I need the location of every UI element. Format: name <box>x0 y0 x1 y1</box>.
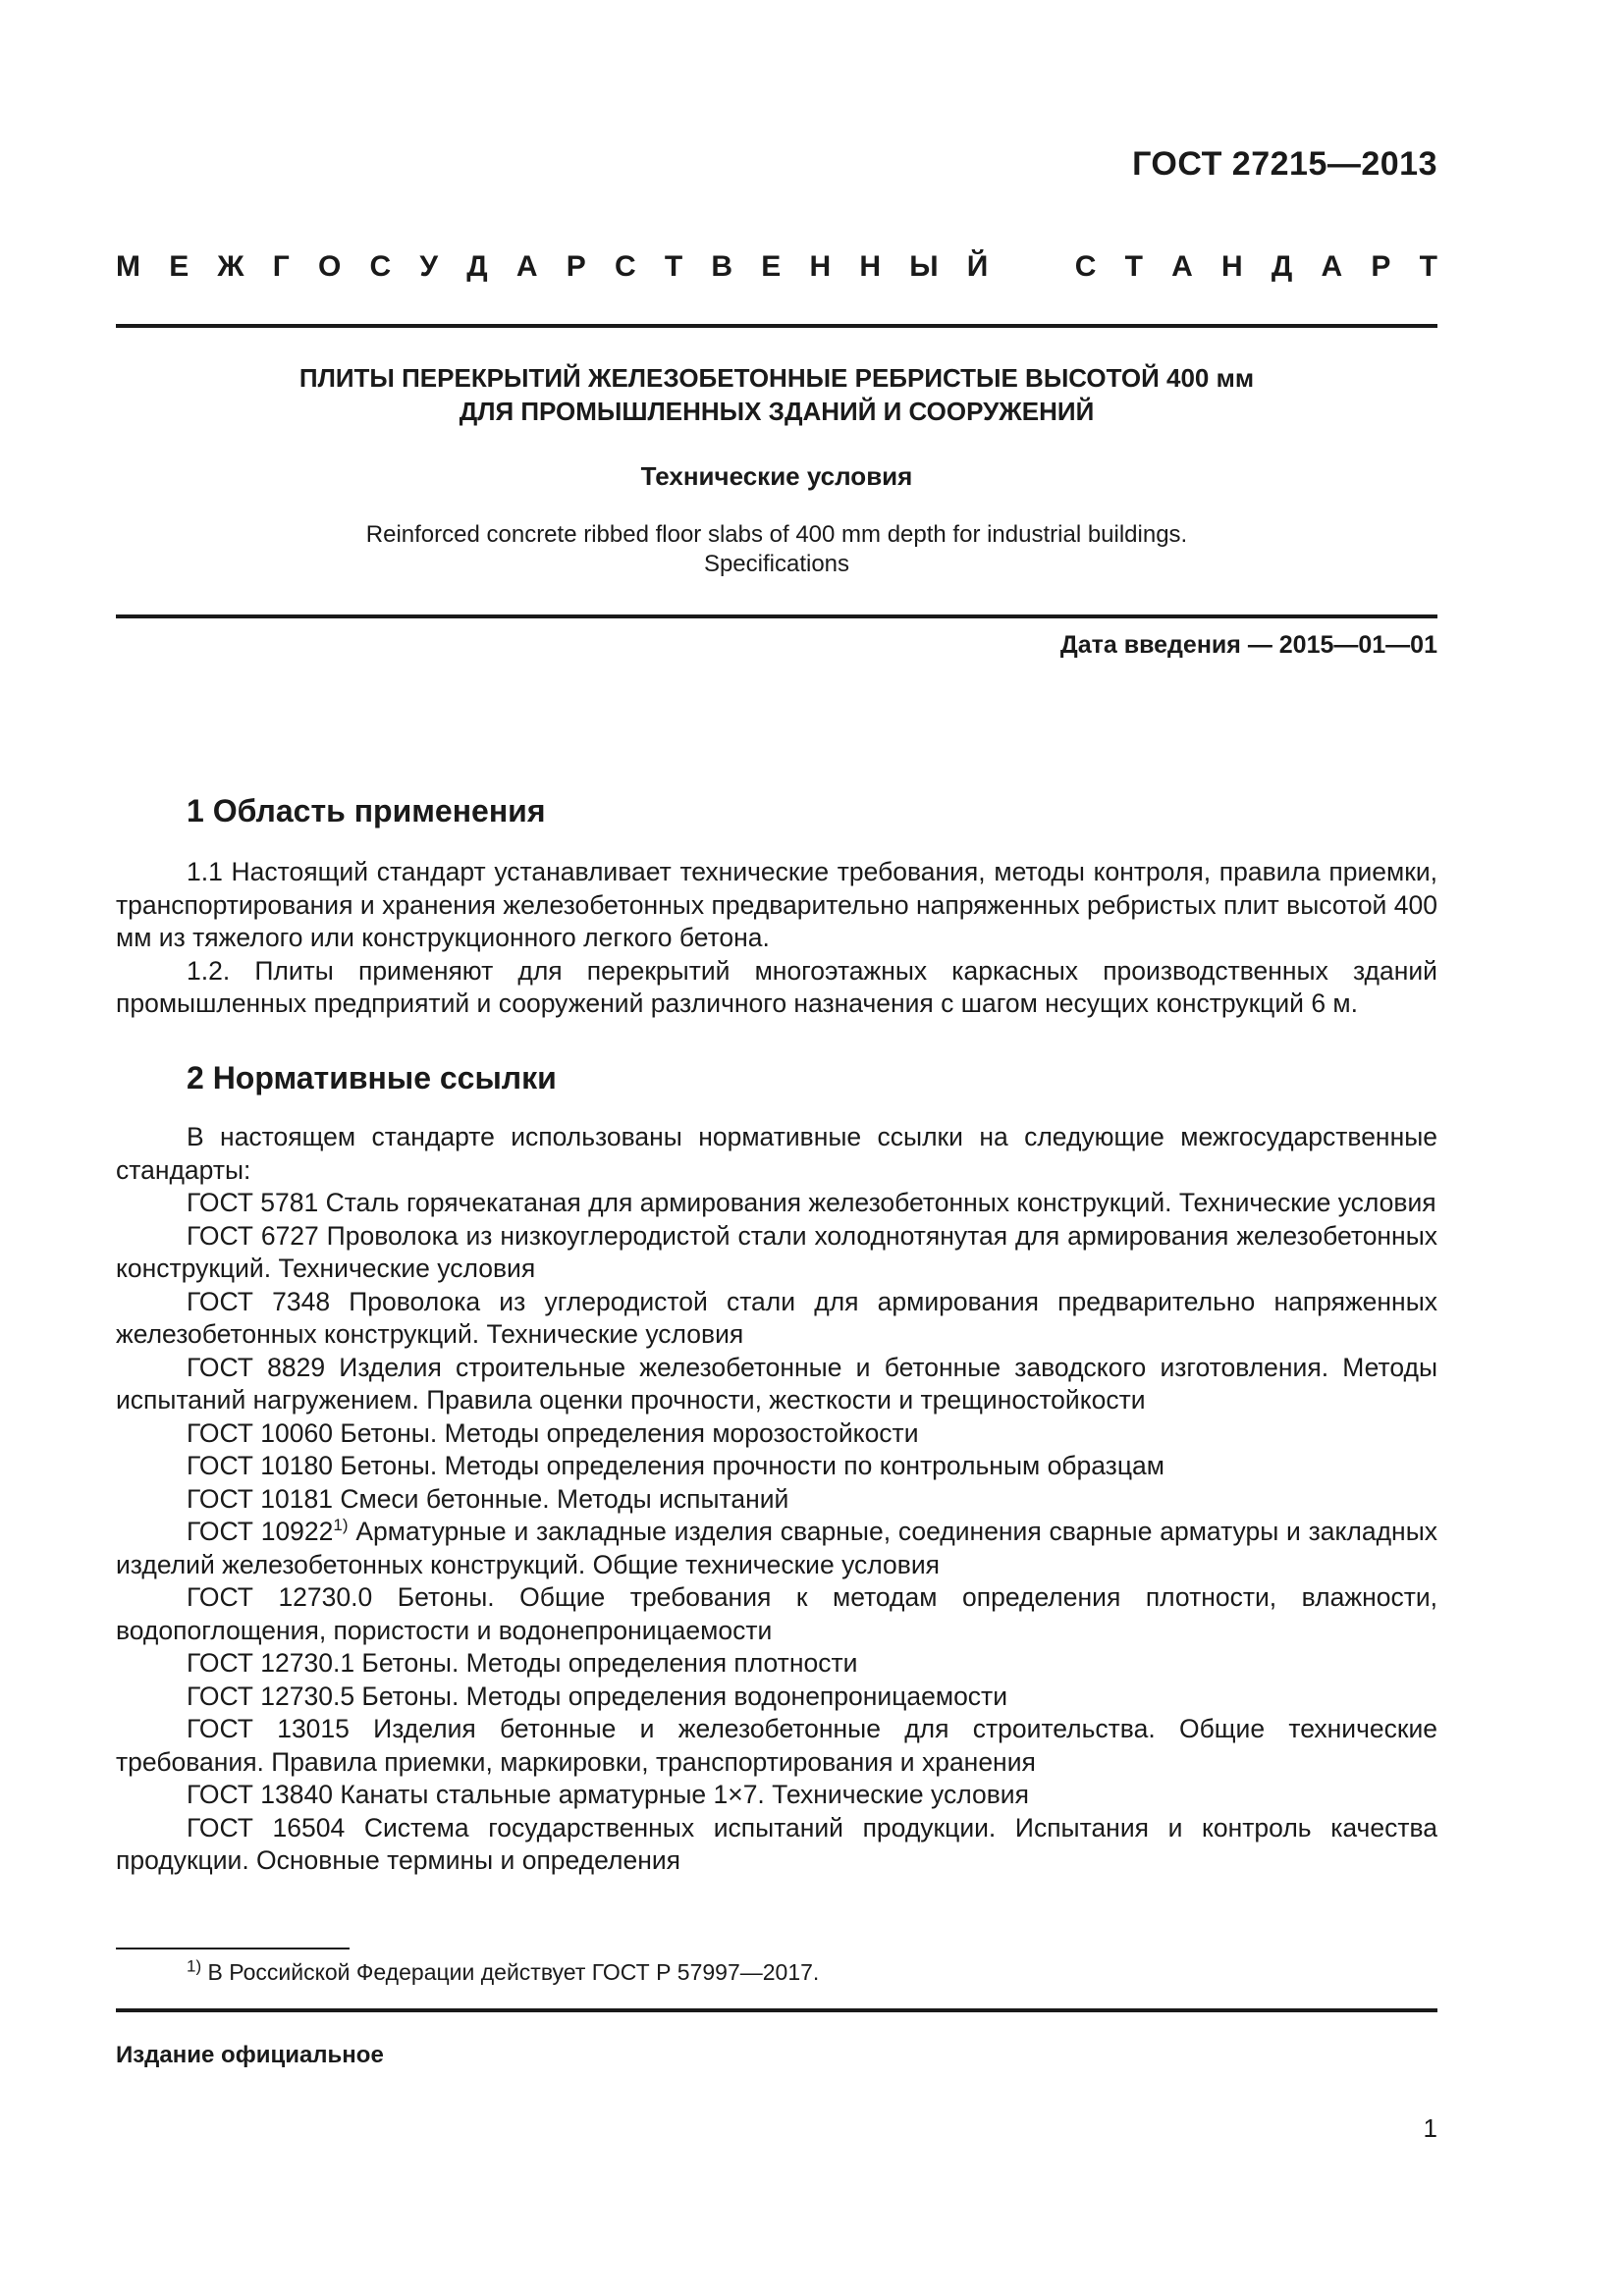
section-1-body <box>116 856 1437 1021</box>
english-title <box>116 520 1437 579</box>
section-1-heading: 1 Область применения <box>187 793 546 828</box>
title-rule <box>116 614 1437 618</box>
reference-item: ГОСТ 5781 Сталь горячекатаная для армирования железобетонных конструкций. Технические условия <box>187 1188 1436 1217</box>
reference-item: ГОСТ 6727 Проволока из низкоуглеродистой стали холоднотянутая для армирования железобетонных конструкций. Технические условия <box>116 1220 1437 1283</box>
reference-item: ГОСТ 12730.1 Бетоны. Методы определения плотности <box>187 1648 858 1678</box>
banner-letter: Т <box>664 250 683 283</box>
banner-letter: Г <box>272 250 290 283</box>
english-title-line-2: Specifications <box>703 551 850 577</box>
banner-letter: Т <box>1124 250 1143 283</box>
footnote-rule <box>116 1948 350 1949</box>
document-title <box>116 361 1437 428</box>
official-edition-label: Издание официальное <box>116 2042 384 2068</box>
introduction-date: Дата введения — 2015—01—01 <box>1059 631 1437 659</box>
banner-letter: М <box>116 250 140 283</box>
paragraph-1-2: 1.2. Плиты применяют для перекрытий многоэтажных каркасных производственных зданий промышленных предприятий и сооружений различного назначения с шагом несущих конструкций 6 м. <box>116 955 1437 1018</box>
banner-word-gap <box>1017 250 1047 284</box>
reference-item: ГОСТ 12730.5 Бетоны. Методы определения водонепроницаемости <box>187 1681 1007 1711</box>
section-2-body <box>116 1121 1437 1878</box>
banner-letter: О <box>317 250 342 283</box>
section-2-heading: 2 Нормативные ссылки <box>187 1060 557 1095</box>
references-intro: В настоящем стандарте использованы нормативные ссылки на следующие межгосударственные стандарты: <box>116 1122 1437 1185</box>
banner-letter: У <box>419 250 439 283</box>
banner-letter: Н <box>859 250 881 283</box>
banner-letter: Ы <box>909 250 939 283</box>
footer-rule <box>116 2008 1437 2012</box>
footnote-mark: 1) <box>187 1956 202 1976</box>
banner-letter: Й <box>966 250 989 283</box>
title-line-2: ДЛЯ ПРОМЫШЛЕННЫХ ЗДАНИЙ И СООРУЖЕНИЙ <box>459 397 1095 426</box>
banner-letter: Е <box>761 250 782 283</box>
reference-item: ГОСТ 12730.0 Бетоны. Общие требования к методам определения плотности, влажности, водопоглощения, пористости и водонепроницаемости <box>116 1582 1437 1645</box>
banner-letter: Н <box>1221 250 1243 283</box>
reference-code: ГОСТ 10922 <box>187 1517 334 1546</box>
document-subtitle: Технические условия <box>640 461 913 491</box>
reference-item: ГОСТ 16504 Система государственных испытаний продукции. Испытания и контроль качества продукции. Основные термины и определения <box>116 1812 1437 1875</box>
paragraph-1-1: 1.1 Настоящий стандарт устанавливает технические требования, методы контроля, правила приемки, транспортирования и хранения железобетонных предварительно напряженных ребристых плит высотой 400 мм из тяжелого или конструкционного легкого бетона. <box>116 857 1437 952</box>
reference-item: ГОСТ 10181 Смеси бетонные. Методы испытаний <box>187 1483 789 1514</box>
banner-letter: С <box>369 250 392 283</box>
reference-text: Арматурные и закладные изделия сварные, соединения сварные арматуры и закладных изделий железобетонных конструкций. Общие технические условия <box>116 1517 1437 1579</box>
footnote-text: В Российской Федерации действует ГОСТ Р 57997—2017. <box>201 1959 820 1985</box>
banner-letter: А <box>1171 250 1193 283</box>
banner-letter: Т <box>1419 250 1437 283</box>
banner-letter: А <box>515 250 538 283</box>
banner-letter: Р <box>566 250 586 283</box>
reference-item: ГОСТ 10060 Бетоны. Методы определения морозостойкости <box>187 1417 919 1448</box>
english-title-line-1: Reinforced concrete ribbed floor slabs of 400 mm depth for industrial buildings. <box>365 521 1188 548</box>
footnote-marker: 1) <box>333 1516 349 1535</box>
reference-item-gost-10922 <box>116 1516 1437 1581</box>
reference-item: ГОСТ 10180 Бетоны. Методы определения прочности по контрольным образцам <box>187 1451 1164 1480</box>
header-rule <box>116 324 1437 328</box>
banner-letter: Е <box>169 250 189 283</box>
banner-letter: Н <box>809 250 832 283</box>
banner-letter: Д <box>466 250 488 283</box>
page-number: 1 <box>1423 2113 1437 2143</box>
banner-letter: Р <box>1371 250 1391 283</box>
banner-letter: Ж <box>217 250 244 283</box>
banner-letter: А <box>1321 250 1343 283</box>
interstate-standard-banner <box>116 250 1437 284</box>
banner-letter: Д <box>1271 250 1293 283</box>
banner-letter: С <box>614 250 636 283</box>
reference-item: ГОСТ 13840 Канаты стальные арматурные 1×7. Технические условия <box>187 1780 1029 1809</box>
reference-item: ГОСТ 7348 Проволока из углеродистой стали для армирования предварительно напряженных железобетонных конструкций. Технические условия <box>116 1286 1437 1349</box>
banner-letter: С <box>1074 250 1097 283</box>
reference-item: ГОСТ 8829 Изделия строительные железобетонные и бетонные заводского изготовления. Методы испытаний нагружением. Правила оценки прочности, жесткости и трещиностойкости <box>116 1352 1437 1415</box>
title-line-1: ПЛИТЫ ПЕРЕКРЫТИЙ ЖЕЛЕЗОБЕТОННЫЕ РЕБРИСТЫЕ ВЫСОТОЙ 400 мм <box>298 363 1255 393</box>
reference-item: ГОСТ 13015 Изделия бетонные и железобетонные для строительства. Общие технические требования. Правила приемки, маркировки, транспортирования и хранения <box>116 1714 1437 1777</box>
gost-code: ГОСТ 27215—2013 <box>1132 145 1437 183</box>
footnote <box>187 1956 820 1986</box>
banner-letter: В <box>711 250 733 283</box>
